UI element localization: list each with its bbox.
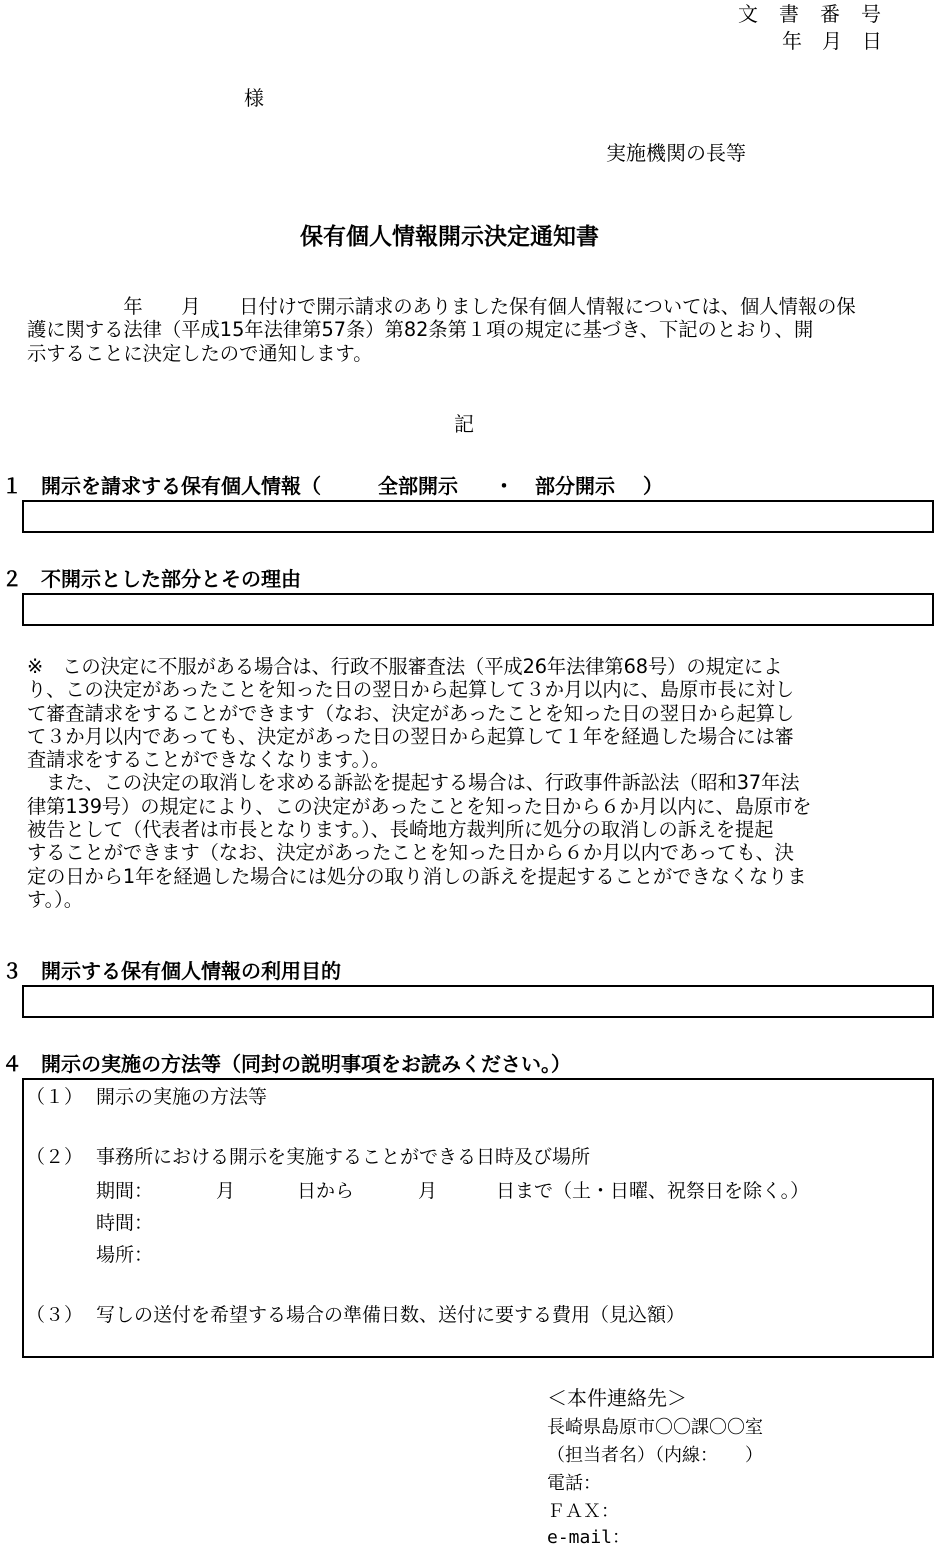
notice-line: て３か月以内であっても、決定があった日の翌日から起算して１年を経過した場合には審: [27, 724, 794, 748]
intro-line: 示することに決定したので通知します。: [27, 341, 373, 365]
option-separator: ・: [494, 474, 514, 498]
page-title: 保有個人情報開示決定通知書: [300, 224, 599, 250]
appeal-notice: [27, 655, 811, 911]
recipient-suffix: 様: [244, 86, 264, 110]
intro-line: 年 月 日付けで開示請求のありました保有個人情報については、個人情報の保: [27, 295, 856, 318]
contact-email: e-mail：: [547, 1527, 631, 1548]
section-1-heading: 開示を請求する保有個人情報（: [41, 474, 321, 498]
option-partial-disclosure[interactable]: 部分開示: [535, 474, 615, 498]
place-label: 場所：: [96, 1244, 154, 1266]
section-4-number: ４: [2, 1052, 22, 1076]
notice-line: することができます（なお、決定があったことを知った日から６か月以内であっても、決: [27, 841, 794, 865]
period-month-1: 月: [216, 1180, 236, 1202]
section-4-heading: 開示の実施の方法等（同封の説明事項をお読みください。）: [41, 1052, 571, 1076]
section-3-number: ３: [2, 959, 22, 983]
section-3-heading: 開示する保有個人情報の利用目的: [41, 959, 341, 983]
notice-line: 定の日から1年を経過した場合には処分の取り消しの訴えを提起することができなくなりま: [27, 864, 807, 888]
ki-label: 記: [454, 412, 474, 436]
date-label: 年 月 日: [782, 29, 882, 53]
section-1-close-paren: ）: [643, 474, 663, 498]
item-1-number: （１）: [26, 1086, 84, 1108]
contact-office: 長崎県島原市〇〇課〇〇室: [547, 1417, 763, 1438]
option-full-disclosure[interactable]: 全部開示: [378, 474, 458, 498]
section-2-input-box[interactable]: [22, 593, 934, 626]
notice-line: す。）。: [27, 887, 83, 911]
item-1-text: 開示の実施の方法等: [96, 1086, 268, 1108]
notice-line: り、この決定があったことを知った日の翌日から起算して３か月以内に、島原市長に対し: [27, 678, 795, 702]
contact-phone: 電話：: [547, 1473, 601, 1494]
notice-line: 律第139号）の規定により、この決定があったことを知った日から６か月以内に、島原市を: [27, 794, 812, 818]
period-label: 期間：: [96, 1180, 154, 1202]
contact-fax: ＦＡＸ：: [547, 1501, 619, 1522]
period-from: 日から: [297, 1180, 355, 1202]
item-3-number: （３）: [26, 1304, 84, 1326]
period-to: 日まで（土・日曜、祝祭日を除く。）: [496, 1180, 810, 1202]
section-3-input-box[interactable]: [22, 985, 934, 1018]
notice-line: て審査請求をすることができます（なお、決定があったことを知った日の翌日から起算し: [27, 701, 795, 725]
contact-person: （担当者名）（内線： ）: [547, 1445, 763, 1466]
sender-label: 実施機関の長等: [606, 141, 746, 165]
intro-paragraph: [27, 295, 856, 365]
document-number-label: 文 書 番 号: [738, 2, 882, 26]
section-1-input-box[interactable]: [22, 500, 934, 533]
section-2-heading: 不開示とした部分とその理由: [41, 567, 301, 591]
item-2-number: （２）: [26, 1146, 84, 1168]
item-3-text: 写しの送付を希望する場合の準備日数、送付に要する費用（見込額）: [96, 1304, 686, 1326]
notice-line: 査請求をすることができなくなります。）。: [27, 748, 390, 772]
contact-heading: ＜本件連絡先＞: [547, 1386, 687, 1410]
section-2-number: ２: [2, 567, 22, 591]
section-4-box[interactable]: [22, 1078, 934, 1358]
period-month-2: 月: [418, 1180, 438, 1202]
item-2-text: 事務所における開示を実施することができる日時及び場所: [96, 1146, 591, 1168]
section-1-number: １: [2, 474, 22, 498]
time-label: 時間：: [96, 1212, 154, 1234]
notice-line: ※ この決定に不服がある場合は、行政不服審査法（平成26年法律第68号）の規定によ: [27, 655, 783, 678]
intro-line: 護に関する法律（平成15年法律第57条）第82条第１項の規定に基づき、下記のとおり、開: [27, 318, 814, 342]
notice-line: 被告として（代表者は市長となります。）、長崎地方裁判所に処分の取消しの訴えを提起: [27, 818, 774, 842]
notice-line: また、この決定の取消しを求める訴訟を提起する場合は、行政事件訴訟法（昭和37年法: [27, 771, 800, 795]
